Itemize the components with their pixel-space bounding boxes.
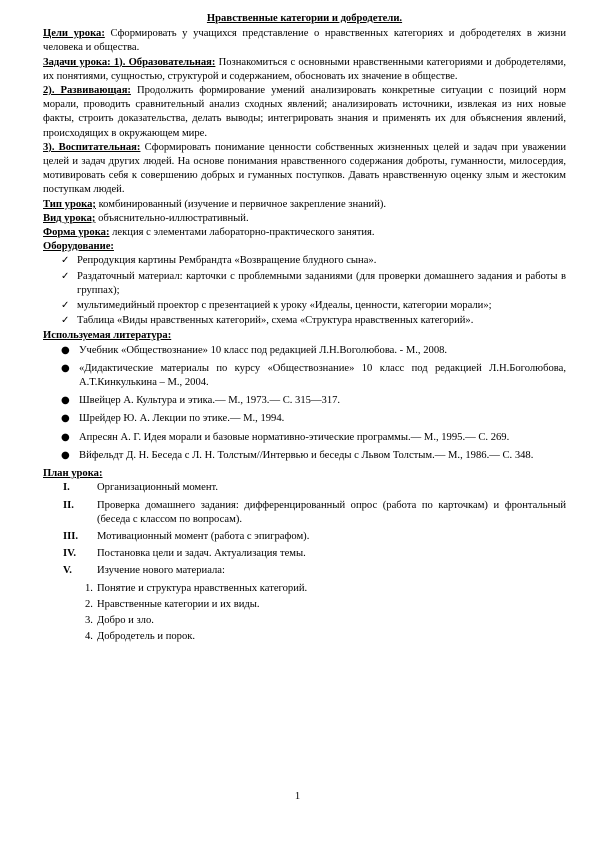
plan-item-text: Мотивационный момент (работа с эпиграфом). [97,530,310,542]
plan-subitem-text: Добро и зло. [97,614,154,626]
plan-list [43,481,566,578]
lesson-kind-label: Вид урока; [43,212,96,224]
literature-heading-line [43,329,566,343]
plan-subitem-text: Понятие и структура нравственных категорий. [97,582,308,594]
list-item [43,564,566,578]
list-item [43,481,566,495]
list-item [43,254,566,268]
tasks-text: Познакомиться с основными нравственными категориями и добродетелями, их понятиями, сущностью, структурой и содержанием, обосновать их значение в обществе. [43,56,566,82]
list-item [43,614,566,628]
bullet-dot-icon: ● [61,431,70,443]
educational-task-text: Сформировать понимание ценности собственных жизненных целей и задач при уважении целей и задач других людей. На основе понимания нравственного содержания доброты, гуманности, милосердия, мотивировать себя к совершению добрых и гуманных поступков. Давать нравственную оценку злым и жестоким поступкам людей. [43,141,566,196]
list-item [43,299,566,313]
list-item [43,499,566,527]
lesson-type-paragraph [43,198,566,212]
tasks-paragraph [43,56,566,84]
literature-item-text: Апресян А. Г. Идея морали и базовые нормативно-этические программы.— М., 1995.— С. 269. [79,431,510,443]
check-mark-icon: ✓ [61,255,70,267]
check-mark-icon: ✓ [61,270,70,282]
plan-subitem-number: 1. [85,582,93,594]
literature-item-text: Вйфельдт Д. Н. Беседа с Л. Н. Толстым//Интервью и беседы с Львом Толстым.— М., 1986.— С. 348. [79,449,534,461]
list-item [43,394,566,408]
plan-subitem-text: Добродетель и порок. [97,631,196,643]
list-item [43,630,566,644]
equipment-item-text: мультимедийный проектор с презентацией к уроку «Идеалы, ценности, категории морали»; [77,300,492,312]
list-item [43,582,566,596]
list-item [43,449,566,463]
check-mark-icon: ✓ [61,315,70,327]
equipment-item-text: Репродукция картины Рембрандта «Возвращение блудного сына». [77,255,377,267]
literature-item-text: Учебник «Обществознание» 10 класс под редакцией Л.Н.Воголюбова. - М., 2008. [79,344,448,356]
developing-task-paragraph [43,84,566,141]
plan-item-text: Организационный момент. [97,482,218,494]
lesson-form-paragraph [43,226,566,240]
plan-subitem-number: 4. [85,631,93,643]
bullet-dot-icon: ● [61,413,70,425]
list-item [43,547,566,561]
tasks-label: Задачи урока: 1). Образовательная: [43,56,216,68]
literature-item-text: «Дидактические материалы по курсу «Обществознание» 10 класс под редакцией Л.Н.Боголюбова, А.Т.Кинкулькина – М., 2004. [79,362,566,389]
plan-item-number: IV. [63,548,77,560]
literature-item-text: Шрейдер Ю. А. Лекции по этике.— М., 1994. [79,413,285,425]
educational-task-label: 3). Воспитательная: [43,141,141,153]
plan-subitem-text: Нравственные категории и их виды. [97,598,260,610]
page-number: 1 [294,791,301,802]
bullet-dot-icon: ● [61,344,70,356]
list-item [43,412,566,426]
plan-item-number: III. [63,530,79,542]
educational-task-paragraph [43,141,566,198]
literature-list [43,344,566,463]
lesson-kind-paragraph [43,212,566,226]
equipment-list [43,254,566,328]
equipment-item-text: Таблица «Виды нравственных категорий», схема «Структура нравственных категорий». [77,315,474,327]
bullet-dot-icon: ● [61,362,70,374]
plan-item-number: V. [63,565,72,577]
list-item [43,431,566,445]
plan-sublist [43,582,566,645]
lesson-type-text: комбинированный (изучение и первичное закрепление знаний). [98,198,387,210]
plan-item-text: Постановка цели и задач. Актуализация темы. [97,548,306,560]
goals-paragraph [43,27,566,55]
plan-item-text: Изучение нового материала: [97,565,225,577]
check-mark-icon: ✓ [61,300,70,312]
lesson-form-text: лекция с элементами лабораторно-практического занятия. [112,227,375,239]
list-item [43,314,566,328]
lesson-form-label: Форма урока: [43,227,110,239]
plan-heading-line [43,467,566,481]
plan-item-number: II. [63,499,74,511]
plan-label: План урока: [43,468,103,480]
bullet-dot-icon: ● [61,449,70,461]
lesson-type-label: Тип урока; [43,198,96,210]
bullet-dot-icon: ● [61,395,70,407]
goals-text: Сформировать у учащихся представление о нравственных категориях и добродетелях в жизни человека и общества. [43,28,566,54]
list-item [43,530,566,544]
equipment-heading-line [43,240,566,254]
plan-subitem-number: 2. [85,598,93,610]
literature-label: Используемая литература: [43,330,172,342]
document-title: Нравственные категории и добродетели. [206,13,403,24]
goals-label: Цели урока: [43,28,105,40]
developing-task-label: 2). Развивающая: [43,85,131,97]
equipment-label: Оборудование: [43,241,114,253]
developing-task-text: Продолжить формирование умений анализировать конкретные ситуации с позиций норм морали, проводить сравнительный анализ сходных явлений; анализировать источники, извлекая из них новые факты, строить доказательства, делать выводы; интегрировать знания и применять их для объяснения явлений, происходящих в окружающем мире. [43,85,566,139]
list-item [43,598,566,612]
plan-item-number: I. [63,482,70,494]
plan-item-text: Проверка домашнего задания: дифференцированный опрос (работа по карточкам) и фронтальный (беседа с классом по вопросам). [97,499,566,525]
list-item [43,362,566,390]
document-body [43,12,566,646]
literature-item-text: Швейцер А. Культура и этика.— М., 1973.— С. 315—317. [79,395,341,407]
lesson-kind-text: объяснительно-иллюстративный. [98,212,249,224]
list-item [43,344,566,358]
list-item [43,270,566,298]
plan-subitem-number: 3. [85,614,93,626]
equipment-item-text: Раздаточный материал: карточки с проблемными заданиями (для проверки домашнего задания и работы в группах); [77,270,566,296]
